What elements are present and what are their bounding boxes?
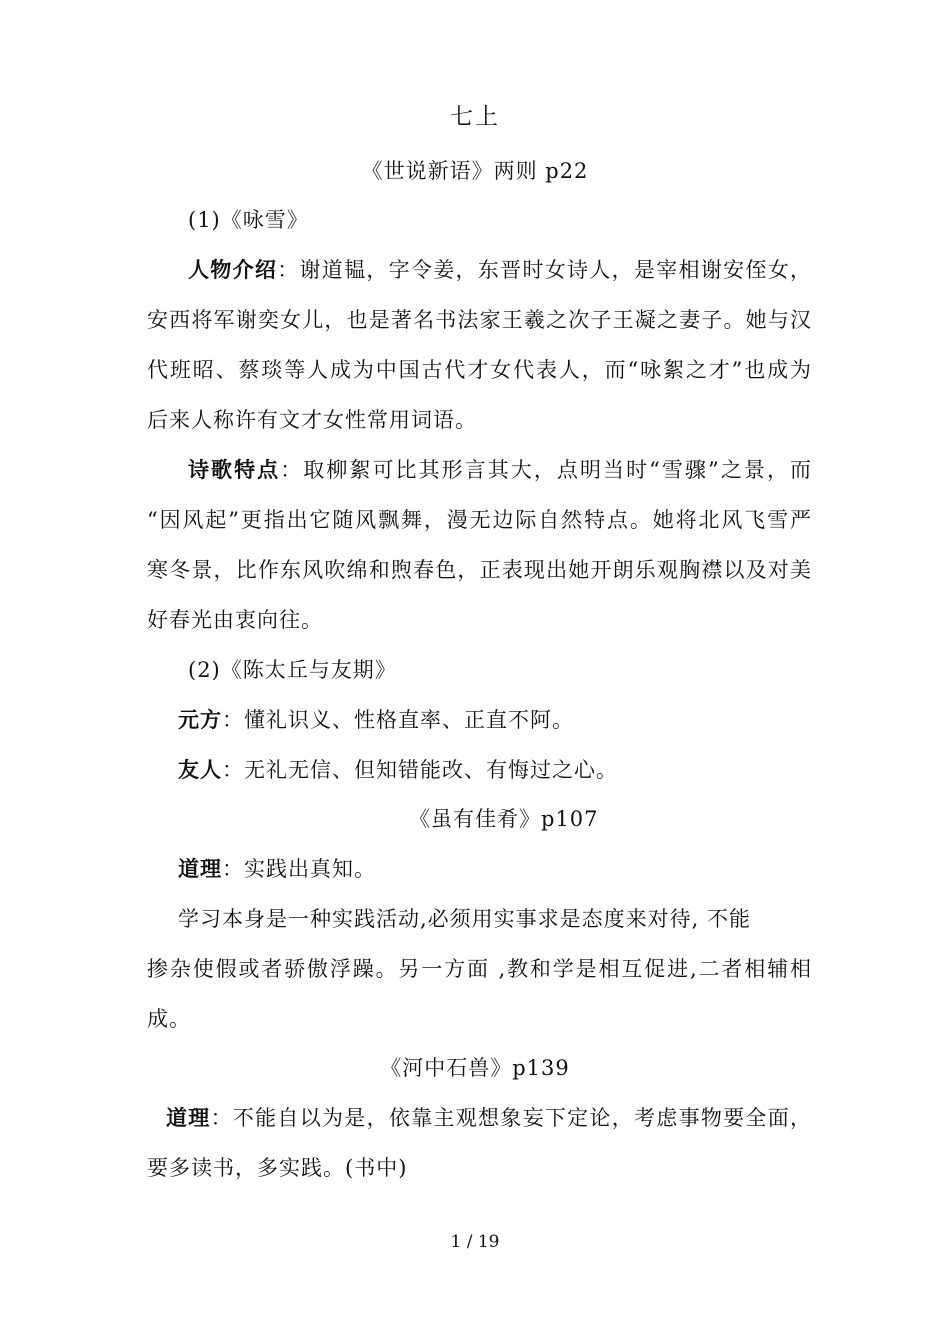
section-heading-hezhongshishou: 《河中石兽》p139	[380, 1056, 570, 1080]
reason-label-2: 道理	[178, 856, 222, 881]
intro-line-4: 后来人称许有文才女性常用词语。	[147, 408, 477, 432]
friend-text: ：无礼无信、但知错能改、有悔过之心。	[222, 758, 618, 782]
yuanfang-text: ：懂礼识义、性格直率、正直不阿。	[222, 708, 574, 732]
study-line-3: 成。	[147, 1007, 191, 1031]
reason-line-3a	[166, 1103, 812, 1133]
yuanfang-label: 元方	[178, 707, 222, 732]
page-number: 1 / 19	[450, 1232, 500, 1252]
reason-text-2: ：实践出真知。	[222, 857, 376, 881]
reason-line-2	[178, 854, 376, 884]
poem-line-4: 好春光由衷向往。	[147, 608, 323, 632]
intro-line-1	[188, 255, 812, 285]
study-line-2: 掺杂使假或者骄傲浮躁。另一方面 ,教和学是相互促进,二者相辅相	[147, 957, 812, 981]
subheading-yongxue: (1)《咏雪》	[188, 208, 309, 232]
yuanfang-line	[178, 705, 574, 735]
reason-label-3: 道理	[166, 1105, 211, 1130]
page-title: 七上	[450, 104, 500, 130]
poem-line-2: “因风起”更指出它随风飘舞，漫无边际自然特点。她将北风飞雪严	[147, 508, 812, 532]
section-heading-suiyoujiayao: 《虽有佳肴》p107	[409, 807, 599, 831]
intro-text-1: ：谢道韫，字令姜，东晋时女诗人，是宰相谢安侄女，	[277, 258, 813, 282]
poem-line-3: 寒冬景，比作东风吹绵和煦春色，正表现出她开朗乐观胸襟以及对美	[147, 558, 812, 582]
section-heading-shishuo: 《世说新语》两则 p22	[361, 159, 589, 183]
study-line-1: 学习本身是一种实践活动,必须用实事求是态度来对待, 不能	[178, 907, 752, 931]
subheading-chentaiqiu: (2)《陈太丘与友期》	[188, 658, 397, 682]
intro-line-2: 安西将军谢奕女儿，也是著名书法家王羲之次子王凝之妻子。她与汉	[147, 308, 812, 332]
reason-line-3b: 要多读书，多实践。(书中)	[147, 1156, 408, 1180]
intro-line-3: 代班昭、蔡琰等人成为中国古代才女代表人，而“咏絮之才”也成为	[147, 358, 812, 382]
poem-line-1	[188, 455, 812, 485]
reason-text-3a: ：不能自以为是，依靠主观想象妄下定论，考虑事物要全面，	[210, 1106, 813, 1130]
poem-text-1: ：取柳絮可比其形言其大，点明当时“雪骤”之景，而	[280, 458, 812, 482]
friend-line	[178, 755, 618, 785]
poem-label: 诗歌特点	[188, 457, 281, 482]
intro-label: 人物介绍	[188, 257, 278, 282]
friend-label: 友人	[178, 757, 222, 782]
